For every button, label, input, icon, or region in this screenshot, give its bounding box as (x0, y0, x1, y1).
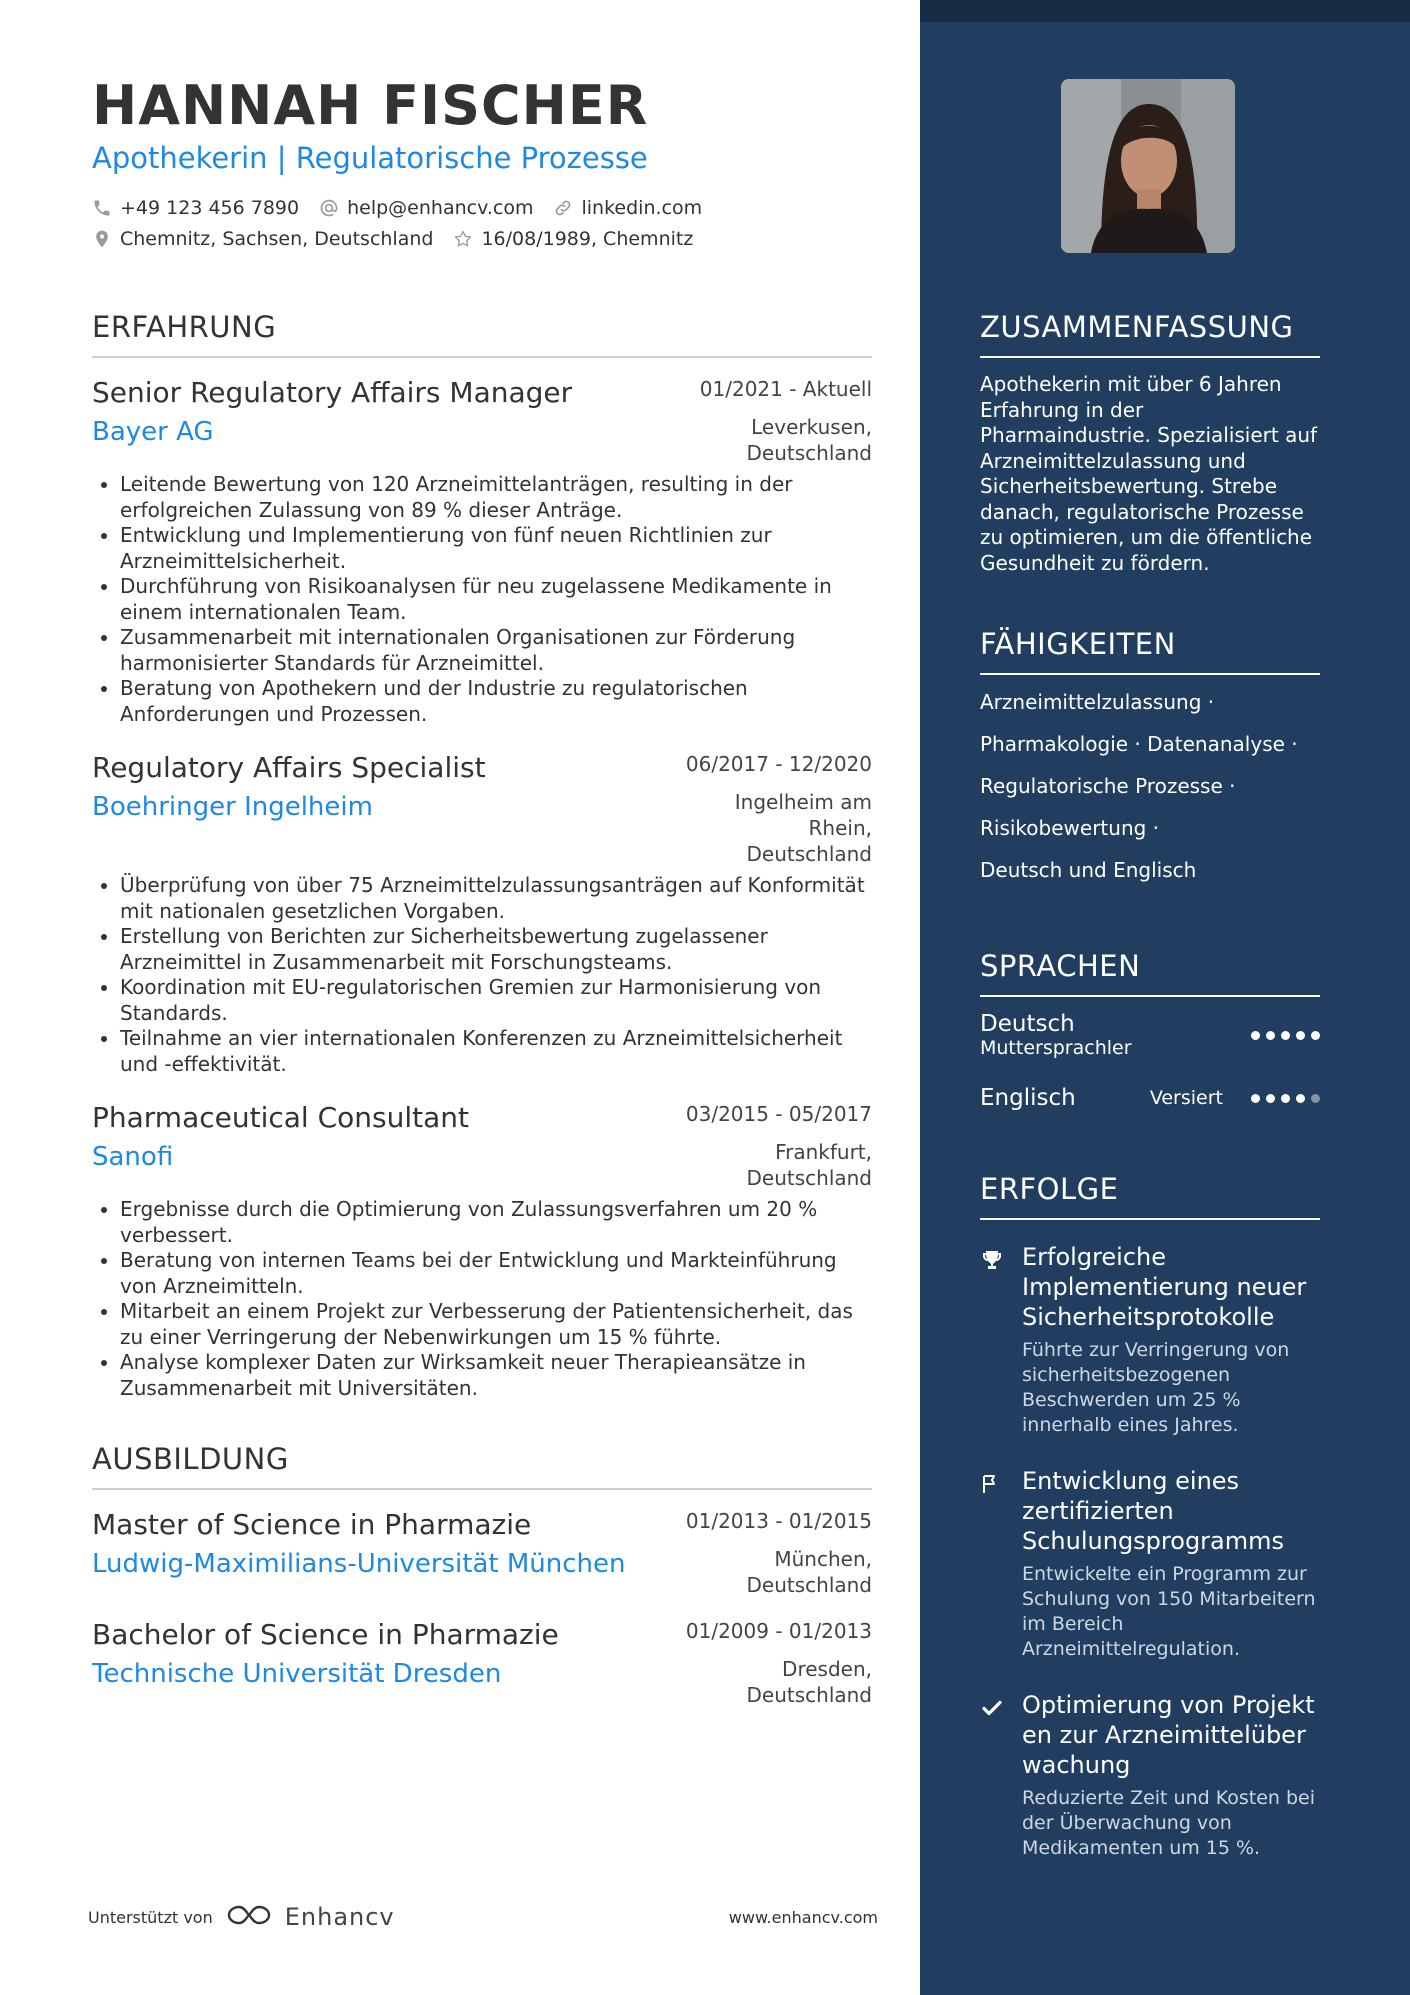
summary-text: Apothekerin mit über 6 Jahren Erfahrung in der Pharmaindustrie. Spezialisiert auf Arzneimittelzulassung und Sicherheitsbewertung. Strebe danach, regulatorische Prozesse zu optimieren, um die öffentliche Gesundheit zu fördern. (980, 372, 1318, 575)
education-date: 01/2009 - 01/2013 (685, 1619, 872, 1643)
enhancv-logo-icon (225, 1903, 273, 1931)
sidebar (920, 0, 1410, 1995)
job-company: Sanofi (92, 1142, 174, 1172)
bullet-item: • Erstellung von Berichten zur Sicherheitsbewertung zugelassener Arzneimittel in Zusammenarbeit mit Forschungsteams. (120, 924, 872, 975)
contact-phone (92, 197, 299, 219)
skill-row: Arzneimittelzulassung · (980, 690, 1215, 714)
job-entry (92, 374, 872, 727)
skill-row: Risikobewertung · (980, 816, 1160, 840)
job-entry (92, 749, 872, 1077)
rating-dot (1311, 1094, 1320, 1103)
powered-label: Unterstützt von (88, 1907, 213, 1927)
job-entry (92, 1099, 872, 1401)
language-level: Versiert (1149, 1087, 1223, 1109)
candidate-name: HANNAH FISCHER (92, 74, 649, 137)
at-icon (319, 198, 339, 218)
phone-icon (92, 198, 112, 218)
bullet-item: • Koordination mit EU-regulatorischen Gremien zur Harmonisierung von Standards. (120, 975, 872, 1026)
location-pin-icon (92, 229, 112, 249)
skills-title: FÄHIGKEITEN (980, 627, 1320, 675)
link-icon (553, 198, 573, 218)
bullet-item: • Beratung von Apothekern und der Industrie zu regulatorischen Anforderungen und Prozessen. (120, 676, 872, 727)
education-entry (92, 1506, 872, 1598)
experience-title: ERFAHRUNG (92, 310, 872, 358)
bullet-item: • Entwicklung und Implementierung von fünf neuen Richtlinien zur Arzneimittelsicherheit. (120, 523, 872, 574)
bullet-item: • Überprüfung von über 75 Arzneimittelzulassungsanträgen auf Konformität mit nationalen gesetzlichen Vorgaben. (120, 873, 872, 924)
bullet-item: • Leitende Bewertung von 120 Arzneimittelanträgen, resulting in der erfolgreichen Zulassung von 89 % dieser Anträge. (120, 472, 872, 523)
rating-dot (1296, 1031, 1305, 1040)
skill-row: Deutsch und Englisch (980, 858, 1197, 882)
rating-dot (1251, 1094, 1260, 1103)
skill-row: Pharmakologie · Datenanalyse · (980, 732, 1298, 756)
rating-dot (1311, 1031, 1320, 1040)
job-date: 06/2017 - 12/2020 (685, 752, 872, 776)
contact-email[interactable] (319, 197, 533, 219)
job-role: Regulatory Affairs Specialist (92, 751, 486, 784)
bullet-item: • Ergebnisse durch die Optimierung von Zulassungsverfahren um 20 % verbessert. (120, 1197, 872, 1248)
languages-title: SPRACHEN (980, 949, 1320, 997)
skills-section (980, 627, 1320, 891)
education-date: 01/2013 - 01/2015 (685, 1509, 872, 1533)
education-location: Dresden, Deutschland (746, 1657, 872, 1707)
language-name: Deutsch (980, 1011, 1075, 1037)
education-title: AUSBILDUNG (92, 1442, 872, 1490)
languages-section (980, 949, 1320, 1111)
bullet-item: • Mitarbeit an einem Projekt zur Verbesserung der Patientensicherheit, das zu einer Verringerung der Nebenwirkungen um 15 % führte. (120, 1299, 872, 1350)
powered-by (88, 1903, 395, 1931)
contact-info (92, 192, 702, 254)
checkmark-icon (980, 1690, 1006, 1861)
job-bullets (92, 873, 872, 1077)
rating-dot (1266, 1031, 1275, 1040)
achievements-title: ERFOLGE (980, 1172, 1320, 1220)
education-school: Technische Universität Dresden (92, 1659, 502, 1689)
job-date: 01/2021 - Aktuell (699, 377, 872, 401)
achievements-section (980, 1172, 1320, 1861)
bullet-item: • Beratung von internen Teams bei der Entwicklung und Markteinführung von Arzneimitteln. (120, 1248, 872, 1299)
job-location: Leverkusen, Deutschland (746, 415, 872, 465)
achievement-item (980, 1466, 1320, 1662)
achievement-desc: Entwickelte ein Programm zur Schulung von 150 Mitarbeitern im Bereich Arzneimittelregulation. (1022, 1563, 1316, 1660)
education-section (92, 1442, 872, 1708)
sidebar-top-bar (920, 0, 1410, 22)
bullet-item: • Analyse komplexer Daten zur Wirksamkeit neuer Therapieansätze in Zusammenarbeit mit Universitäten. (120, 1350, 872, 1401)
rating-dot (1296, 1094, 1305, 1103)
skill-row: Regulatorische Prozesse · (980, 774, 1236, 798)
job-company: Boehringer Ingelheim (92, 792, 373, 822)
job-bullets (92, 1197, 872, 1401)
language-item (980, 1085, 1320, 1111)
education-entry (92, 1616, 872, 1708)
rating-dot (1251, 1031, 1260, 1040)
bullet-item: • Zusammenarbeit mit internationalen Organisationen zur Förderung harmonisierter Standards für Arzneimittel. (120, 625, 872, 676)
bullet-item: • Teilnahme an vier internationalen Konferenzen zu Arzneimittelsicherheit und -effektivität. (120, 1026, 872, 1077)
candidate-title: Apothekerin | Regulatorische Prozesse (92, 141, 648, 175)
contact-location (92, 228, 433, 250)
language-item (980, 1011, 1320, 1059)
job-company: Bayer AG (92, 417, 214, 447)
job-date: 03/2015 - 05/2017 (685, 1102, 872, 1126)
brand-name: Enhancv (284, 1903, 395, 1931)
location-text: Chemnitz, Sachsen, Deutschland (120, 227, 434, 250)
footer-url[interactable]: www.enhancv.com (728, 1907, 878, 1927)
education-degree: Bachelor of Science in Pharmazie (92, 1618, 559, 1651)
job-role: Pharmaceutical Consultant (92, 1101, 470, 1134)
bullet-item: • Durchführung von Risikoanalysen für neu zugelassene Medikamente in einem internationalen Team. (120, 574, 872, 625)
language-level: Muttersprachler (980, 1037, 1132, 1059)
birth-text: 16/08/1989, Chemnitz (481, 227, 694, 250)
achievement-desc: Reduzierte Zeit und Kosten bei der Überwachung von Medikamenten um 15 %. (1022, 1787, 1316, 1859)
education-school: Ludwig-Maximilians-Universität München (92, 1549, 626, 1579)
language-rating (1251, 1094, 1320, 1103)
job-location: Ingelheim am Rhein, Deutschland (734, 790, 872, 866)
achievement-desc: Führte zur Verringerung von sicherheitsbezogenen Beschwerden um 25 % innerhalb eines Jahres. (1022, 1339, 1290, 1436)
job-bullets (92, 472, 872, 727)
experience-section (92, 310, 872, 1401)
achievement-title: Optimierung von Projekten zur Arzneimittelüberwachung (1022, 1691, 1315, 1779)
profile-photo (1061, 79, 1235, 253)
achievement-item (980, 1242, 1320, 1438)
trophy-icon (980, 1242, 1006, 1438)
rating-dot (1281, 1031, 1290, 1040)
job-role: Senior Regulatory Affairs Manager (92, 376, 573, 409)
language-rating (1251, 1031, 1320, 1040)
language-name: Englisch (980, 1085, 1076, 1111)
flag-icon (980, 1466, 1006, 1662)
achievement-title: Entwicklung eines zertifizierten Schulungsprogramms (1022, 1467, 1285, 1555)
footer (88, 1903, 878, 1931)
achievement-item (980, 1690, 1320, 1861)
education-degree: Master of Science in Pharmazie (92, 1508, 532, 1541)
email-text: help@enhancv.com (347, 196, 534, 219)
phone-text: +49 123 456 7890 (120, 196, 300, 219)
summary-title: ZUSAMMENFASSUNG (980, 310, 1320, 358)
contact-birth (453, 228, 693, 250)
rating-dot (1281, 1094, 1290, 1103)
link-text: linkedin.com (581, 196, 703, 219)
job-location: Frankfurt, Deutschland (746, 1140, 872, 1190)
achievement-title: Erfolgreiche Implementierung neuer Sicherheitsprotokolle (1022, 1243, 1307, 1331)
education-location: München, Deutschland (746, 1547, 872, 1597)
contact-link[interactable] (553, 197, 702, 219)
rating-dot (1266, 1094, 1275, 1103)
summary-section (980, 310, 1320, 576)
star-icon (453, 229, 473, 249)
